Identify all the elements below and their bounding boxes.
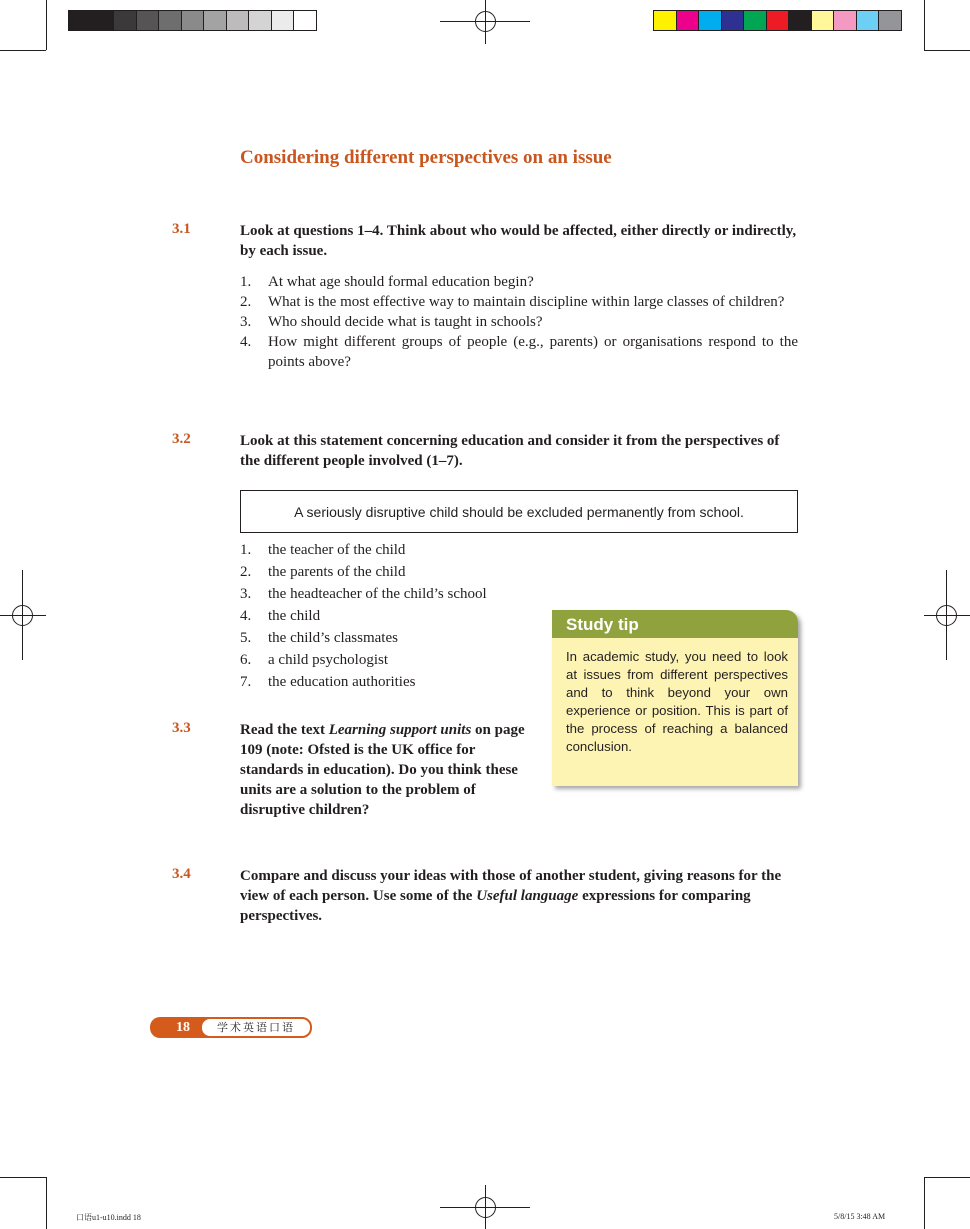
exercise-number-3-4: 3.4 [172,866,191,882]
calibration-swatch [878,10,902,31]
slug-filename: 口语u1-u10.indd 18 [76,1213,141,1222]
calibration-swatch [136,10,160,31]
exercise-number-3-2: 3.2 [172,431,191,447]
book-title: 学术英语口语 [200,1017,312,1038]
exercise-instruction-3-4: Compare and discuss your ideas with those of another student, giving reasons for the view of each person. Use some of the Useful language expressions for comparing perspectives. [240,868,782,924]
calibration-swatch [158,10,182,31]
list-item: 2. the parents of the child [240,564,406,580]
calibration-swatch [113,10,137,31]
list-item: 6. a child psychologist [240,652,388,668]
calibration-swatch [676,10,700,31]
list-item: 4. the child [240,608,321,624]
calibration-swatch [248,10,272,31]
exercise-number-3-3: 3.3 [172,720,191,736]
question-list-3-1 [240,272,798,372]
calibration-swatch [833,10,857,31]
statement-text: A seriously disruptive child should be excluded permanently from school. [294,503,744,520]
exercise-instruction-3-3: Read the text Learning support units on page 109 (note: Ofsted is the UK office for standards in education). Do you think these units are a solution to the problem of disruptive children? [240,722,525,818]
calibration-swatch [181,10,205,31]
calibration-swatch [766,10,790,31]
calibration-swatch [68,10,92,31]
calibration-swatch [91,10,115,31]
list-item: 4. How might different groups of people (e.g., parents) or organisations respond to the points above? [240,334,798,370]
exercise-number-3-1: 3.1 [172,221,191,237]
exercise-instruction-3-1: Look at questions 1–4. Think about who would be affected, either directly or indirectly, by each issue. [240,223,797,259]
people-list-3-2 [240,540,540,694]
list-item: 1. At what age should formal education begin? [240,274,534,290]
list-item: 3. Who should decide what is taught in schools? [240,314,543,330]
calibration-swatch [743,10,767,31]
calibration-swatch [788,10,812,31]
calibration-swatch [856,10,880,31]
list-item: 5. the child’s classmates [240,630,398,646]
calibration-swatch [721,10,745,31]
calibration-swatch [698,10,722,31]
list-item: 3. the headteacher of the child’s school [240,586,487,602]
section-title: Considering different perspectives on an issue [240,147,612,168]
list-item: 1. the teacher of the child [240,542,406,558]
list-item: 2. What is the most effective way to maintain discipline within large classes of children? [240,294,785,310]
statement-box [240,490,798,533]
exercise-instruction-3-2: Look at this statement concerning education and consider it from the perspectives of the different people involved (1–7). [240,433,780,469]
list-item: 7. the education authorities [240,674,416,690]
calibration-swatch [653,10,677,31]
slug-timestamp: 5/8/15 3:48 AM [834,1212,886,1221]
study-tip-heading: Study tip [552,610,798,638]
study-tip-box [552,610,798,786]
calibration-swatch [203,10,227,31]
calibration-swatch [226,10,250,31]
calibration-swatch [271,10,295,31]
page-number: 18 [150,1017,212,1038]
calibration-swatch [293,10,317,31]
calibration-swatch [811,10,835,31]
study-tip-body: In academic study, you need to look at issues from different perspectives and to think beyond your own experience or position. This is part of the process of reaching a balanced conclusion. [566,649,788,754]
